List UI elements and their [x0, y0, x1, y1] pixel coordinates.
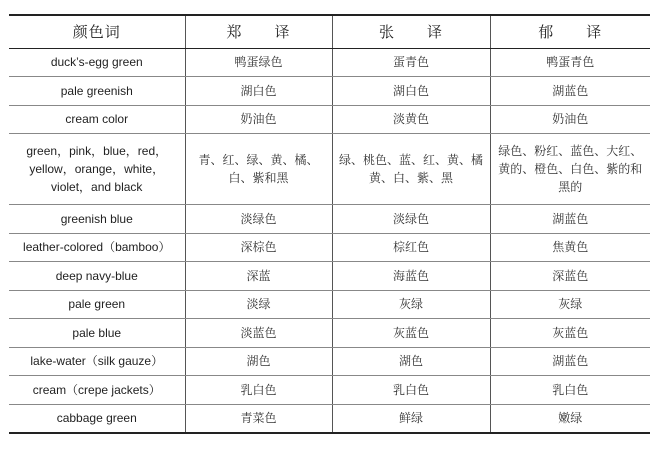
yu-cell: 灰蓝色 — [490, 319, 650, 348]
header-color-term: 颜色词 — [9, 15, 185, 48]
english-term: pale green — [9, 290, 185, 319]
yu-cell: 绿色、粉红、蓝色、大红、黄的、橙色、白色、紫的和黑的 — [490, 134, 650, 205]
table-row — [9, 105, 650, 134]
yu-cell: 深蓝色 — [490, 262, 650, 291]
zhang-cell: 湖白色 — [332, 77, 490, 106]
zhang-cell: 淡黄色 — [332, 105, 490, 134]
zheng-cell: 淡绿色 — [185, 205, 332, 234]
table-row — [9, 262, 650, 291]
header-zhang-translation: 张 译 — [332, 15, 490, 48]
yu-cell: 湖蓝色 — [490, 347, 650, 376]
table-row — [9, 290, 650, 319]
zhang-cell: 灰蓝色 — [332, 319, 490, 348]
header-zheng-translation: 郑 译 — [185, 15, 332, 48]
english-term: cream（crepe jackets） — [9, 376, 185, 405]
table-row — [9, 48, 650, 77]
color-terms-table — [9, 14, 650, 434]
yu-cell: 奶油色 — [490, 105, 650, 134]
zheng-cell: 淡绿 — [185, 290, 332, 319]
english-term: duck’s-egg green — [9, 48, 185, 77]
zhang-cell: 灰绿 — [332, 290, 490, 319]
zheng-cell: 深棕色 — [185, 233, 332, 262]
zhang-cell: 海蓝色 — [332, 262, 490, 291]
table-row — [9, 205, 650, 234]
table-row — [9, 404, 650, 433]
table-row — [9, 347, 650, 376]
header-yu-translation: 郁 译 — [490, 15, 650, 48]
yu-cell: 嫩绿 — [490, 404, 650, 433]
english-term: lake-water（silk gauze） — [9, 347, 185, 376]
zheng-cell: 湖白色 — [185, 77, 332, 106]
zheng-cell: 深蓝 — [185, 262, 332, 291]
zhang-cell: 鲜绿 — [332, 404, 490, 433]
yu-cell: 焦黄色 — [490, 233, 650, 262]
table-row — [9, 233, 650, 262]
yu-cell: 乳白色 — [490, 376, 650, 405]
table-row — [9, 376, 650, 405]
english-term: green，pink，blue，red，yellow，orange，white，violet，and black — [9, 134, 185, 205]
zheng-cell: 乳白色 — [185, 376, 332, 405]
english-term: pale greenish — [9, 77, 185, 106]
zhang-cell: 淡绿色 — [332, 205, 490, 234]
header-row — [9, 15, 650, 48]
zheng-cell: 青、红、绿、黄、橘、白、紫和黑 — [185, 134, 332, 205]
yu-cell: 湖蓝色 — [490, 205, 650, 234]
yu-cell: 湖蓝色 — [490, 77, 650, 106]
zheng-cell: 奶油色 — [185, 105, 332, 134]
zhang-cell: 绿、桃色、蓝、红、黄、橘黄、白、紫、黑 — [332, 134, 490, 205]
zheng-cell: 鸭蛋绿色 — [185, 48, 332, 77]
english-term: deep navy-blue — [9, 262, 185, 291]
yu-cell: 灰绿 — [490, 290, 650, 319]
english-term: leather-colored（bamboo） — [9, 233, 185, 262]
yu-cell: 鸭蛋青色 — [490, 48, 650, 77]
table-row — [9, 77, 650, 106]
zheng-cell: 湖色 — [185, 347, 332, 376]
zhang-cell: 湖色 — [332, 347, 490, 376]
zhang-cell: 乳白色 — [332, 376, 490, 405]
zhang-cell: 棕红色 — [332, 233, 490, 262]
zhang-cell: 蛋青色 — [332, 48, 490, 77]
english-term: cabbage green — [9, 404, 185, 433]
table-row — [9, 319, 650, 348]
table-row — [9, 134, 650, 205]
zheng-cell: 淡蓝色 — [185, 319, 332, 348]
english-term: pale blue — [9, 319, 185, 348]
zheng-cell: 青菜色 — [185, 404, 332, 433]
english-term: cream color — [9, 105, 185, 134]
english-term: greenish blue — [9, 205, 185, 234]
